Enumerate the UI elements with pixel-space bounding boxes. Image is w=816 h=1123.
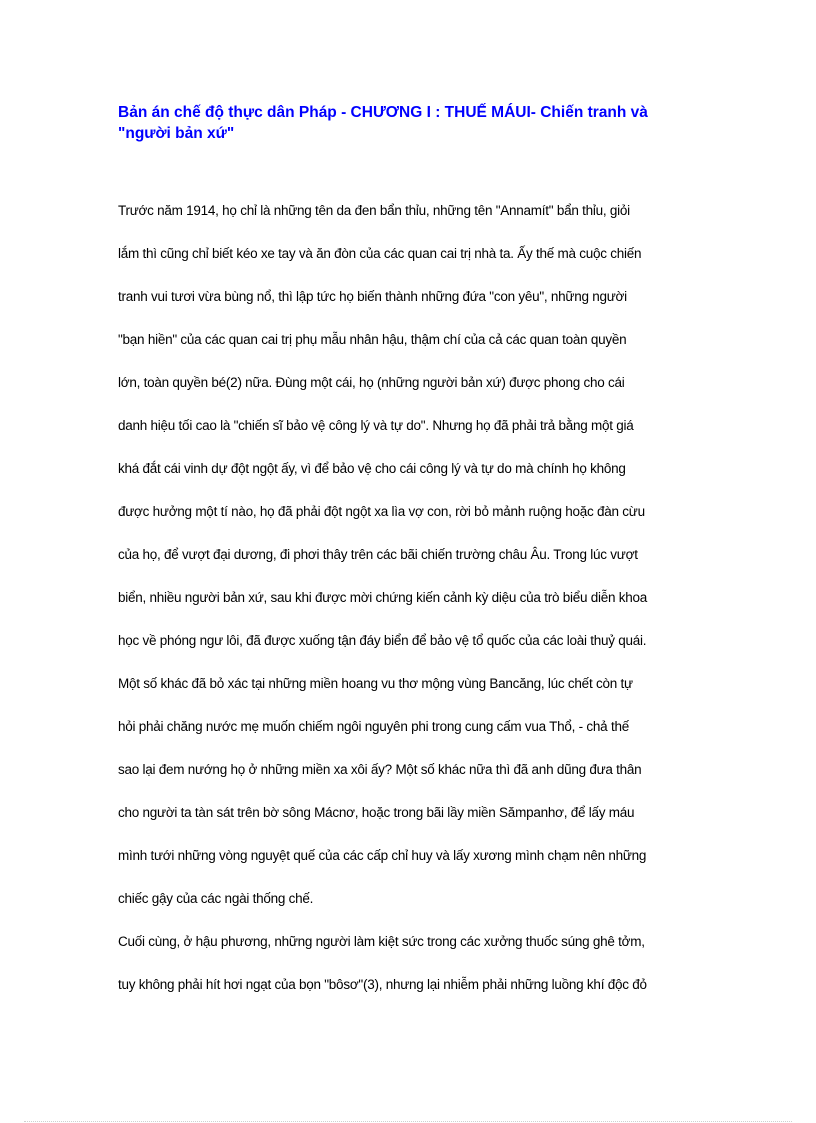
body-line: Cuối cùng, ở hậu phương, những người làm kiệt sức trong các xưởng thuốc súng ghê tởm, (118, 934, 645, 949)
body-line: "bạn hiền" của các quan cai trị phụ mẫu nhân hậu, thậm chí của cả các quan toàn quyền (118, 332, 627, 347)
body-line: chiếc gậy của các ngài thống chế. (118, 891, 314, 906)
body-line: của họ, để vượt đại dương, đi phơi thây trên các bãi chiến trường châu Âu. Trong lúc vượt (118, 547, 638, 562)
page-bottom-divider (24, 1121, 792, 1122)
body-line: hỏi phải chăng nước mẹ muốn chiếm ngôi nguyên phi trong cung cấm vua Thổ, - chả thế (118, 719, 629, 734)
body-line: biển, nhiều người bản xứ, sau khi được mời chứng kiến cảnh kỳ diệu của trò biểu diễn khoa (118, 590, 648, 605)
body-line: Một số khác đã bỏ xác tại những miền hoang vu thơ mộng vùng Bancăng, lúc chết còn tự (118, 676, 633, 691)
body-line: sao lại đem nướng họ ở những miền xa xôi ấy? Một số khác nữa thì đã anh dũng đưa thân (118, 762, 642, 777)
body-line: lớn, toàn quyền bé(2) nữa. Đùng một cái, họ (những người bản xứ) được phong cho cái (118, 375, 625, 390)
body-line: tuy không phải hít hơi ngạt của bọn "bôsơ"(3), nhưng lại nhiễm phải những luồng khí độc đỏ (118, 977, 647, 992)
body-line: học về phóng ngư lôi, đã được xuống tận đáy biển để bảo vệ tổ quốc của các loài thuỷ quái. (118, 633, 647, 648)
body-line: mình tưới những vòng nguyệt quế của các cấp chỉ huy và lấy xương mình chạm nên những (118, 848, 647, 863)
body-line: được hưởng một tí nào, họ đã phải đột ngột xa lìa vợ con, rời bỏ mảnh ruộng hoặc đàn cừu (118, 504, 645, 519)
body-line: cho người ta tàn sát trên bờ sông Mácnơ, hoặc trong bãi lầy miền Sămpanhơ, để lấy máu (118, 805, 635, 820)
document-title: Bản án chế độ thực dân Pháp - CHƯƠNG I : THUẾ MÁUI- Chiến tranh và "người bản xứ" (118, 104, 648, 142)
body-line: khá đắt cái vinh dự đột ngột ấy, vì để bảo vệ cho cái công lý và tự do mà chính họ không (118, 461, 626, 476)
body-line: Trước năm 1914, họ chỉ là những tên da đen bẩn thỉu, những tên "Annamít" bẩn thỉu, giỏi (118, 203, 630, 218)
document-body (118, 197, 698, 1014)
body-line: tranh vui tươi vừa bùng nổ, thì lập tức họ biến thành những đứa "con yêu", những người (118, 289, 627, 304)
body-line: danh hiệu tối cao là "chiến sĩ bảo vệ công lý và tự do". Nhưng họ đã phải trả bằng một giá (118, 418, 634, 433)
body-line: lắm thì cũng chỉ biết kéo xe tay và ăn đòn của các quan cai trị nhà ta. Ấy thế mà cuộc chiến (118, 246, 642, 261)
